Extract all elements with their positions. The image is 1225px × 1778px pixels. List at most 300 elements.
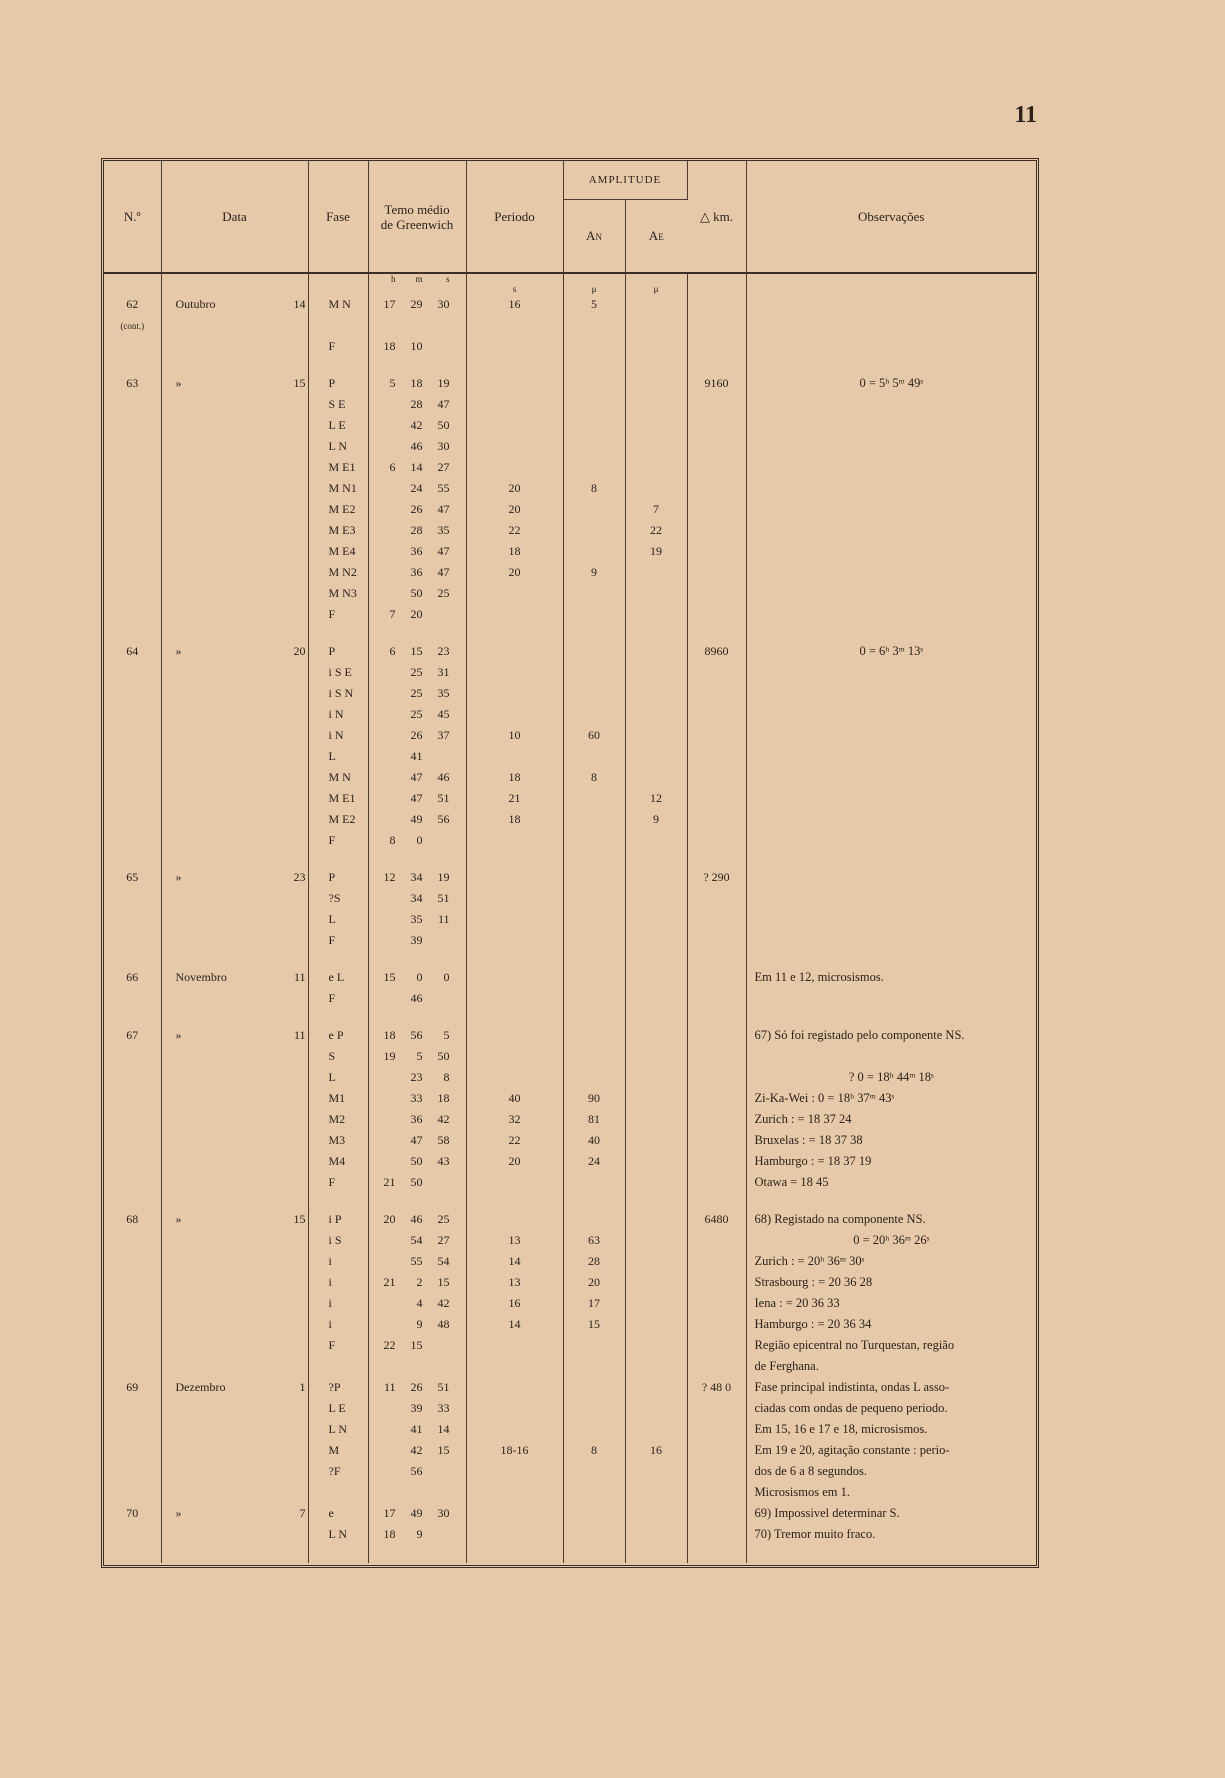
phase	[308, 1109, 368, 1130]
observation	[746, 1482, 1036, 1503]
amplitude-e	[625, 562, 687, 583]
observation	[746, 746, 1036, 767]
distance-km	[687, 457, 746, 478]
amplitude-n-value: 28	[588, 1254, 600, 1268]
period	[466, 683, 563, 704]
amplitude-e	[625, 499, 687, 520]
amplitude-n-value: 8	[591, 1443, 597, 1457]
observation	[746, 867, 1036, 888]
time-minutes: 56	[410, 1028, 423, 1042]
distance-km	[687, 1109, 746, 1130]
event-number	[104, 1046, 161, 1067]
phase-text: i S	[328, 1233, 342, 1247]
amplitude-e	[625, 988, 687, 1009]
period	[466, 457, 563, 478]
observation	[746, 1172, 1036, 1193]
phase-text: L E	[328, 1401, 346, 1415]
amplitude-e	[625, 457, 687, 478]
distance-km	[687, 1503, 746, 1524]
event-date	[161, 1109, 308, 1130]
phase-text: M1	[328, 1091, 346, 1105]
distance-km	[687, 499, 746, 520]
event-date	[161, 1151, 308, 1172]
phase-text: L N	[328, 1527, 348, 1541]
greenwich-time	[368, 809, 466, 830]
phase-text: L	[328, 749, 336, 763]
amplitude-n	[563, 1209, 625, 1230]
phase	[308, 1524, 368, 1545]
table-row	[104, 725, 1036, 746]
amplitude-n	[563, 1151, 625, 1172]
table-row	[104, 1293, 1036, 1314]
observation	[746, 583, 1036, 604]
period-value: 32	[508, 1112, 521, 1126]
observation-text: Iena : = 20 36 33	[754, 1296, 840, 1310]
phase-text: M N	[328, 770, 351, 784]
observation	[746, 1524, 1036, 1545]
phase-text: M E4	[328, 544, 356, 558]
period-value: 10	[508, 728, 521, 742]
distance-km	[687, 1230, 746, 1251]
distance-km	[687, 704, 746, 725]
event-date	[161, 1461, 308, 1482]
amplitude-n	[563, 1335, 625, 1356]
greenwich-time	[368, 541, 466, 562]
greenwich-time	[368, 683, 466, 704]
observation	[746, 1440, 1036, 1461]
greenwich-time	[368, 867, 466, 888]
header-amplitude-e: AE	[625, 200, 687, 274]
event-date	[161, 415, 308, 436]
event-day: 15	[293, 1212, 306, 1226]
event-number	[104, 1067, 161, 1088]
row-filler	[104, 1545, 1036, 1563]
observation-text: dos de 6 a 8 segundos.	[754, 1464, 867, 1478]
time-minutes: 39	[410, 933, 423, 947]
distance-km	[687, 562, 746, 583]
observation-text: Zurich : = 20ʰ 36ᵐ 30ˢ	[754, 1254, 865, 1268]
event-number	[104, 1377, 161, 1398]
period-value: 21	[508, 791, 521, 805]
greenwich-time	[368, 888, 466, 909]
amplitude-n	[563, 1046, 625, 1067]
event-number	[104, 1398, 161, 1419]
amplitude-n-value: 63	[588, 1233, 600, 1247]
event-number	[104, 830, 161, 851]
phase	[308, 1251, 368, 1272]
time-minutes: 33	[410, 1091, 423, 1105]
event-date	[161, 1314, 308, 1335]
time-seconds: 47	[437, 397, 450, 411]
phase	[308, 1025, 368, 1046]
event-number	[104, 1272, 161, 1293]
period	[466, 1067, 563, 1088]
period	[466, 967, 563, 988]
distance-km	[687, 967, 746, 988]
period	[466, 336, 563, 357]
phase	[308, 641, 368, 662]
amplitude-e	[625, 1209, 687, 1230]
distance-km	[687, 1461, 746, 1482]
phase	[308, 888, 368, 909]
distance-km	[687, 478, 746, 499]
greenwich-time	[368, 1356, 466, 1377]
phase	[308, 1335, 368, 1356]
observation-text: Strasbourg : = 20 36 28	[754, 1275, 873, 1289]
greenwich-time	[368, 1025, 466, 1046]
amplitude-n-value: 90	[588, 1091, 600, 1105]
table-row	[104, 1172, 1036, 1193]
phase	[308, 1272, 368, 1293]
time-seconds: 19	[437, 870, 450, 884]
observation-text: Zi-Ka-Wei : 0 = 18ʰ 37ᵐ 43ˢ	[754, 1091, 895, 1105]
phase	[308, 373, 368, 394]
distance-km	[687, 788, 746, 809]
observation	[746, 336, 1036, 357]
event-number	[104, 415, 161, 436]
phase-text: M	[328, 1443, 340, 1457]
observation-text: ciadas com ondas de pequeno periodo.	[754, 1401, 948, 1415]
phase	[308, 499, 368, 520]
table-row	[104, 1088, 1036, 1109]
header-periodo: Periodo	[466, 161, 563, 273]
time-seconds: 25	[437, 1212, 450, 1226]
amplitude-e	[625, 1251, 687, 1272]
greenwich-time	[368, 1230, 466, 1251]
event-day: 7	[299, 1506, 306, 1520]
greenwich-time	[368, 1109, 466, 1130]
period-value: 18	[508, 812, 521, 826]
distance-km	[687, 1377, 746, 1398]
time-seconds: 27	[437, 1233, 450, 1247]
distance-km	[687, 809, 746, 830]
event-date	[161, 562, 308, 583]
amplitude-n-value: 40	[588, 1133, 600, 1147]
event-date	[161, 478, 308, 499]
observation-text: 0 = 20ʰ 36ᵐ 26ˢ	[853, 1233, 930, 1247]
time-hours: 8	[389, 833, 396, 847]
amplitude-e	[625, 1398, 687, 1419]
phase	[308, 457, 368, 478]
phase-text: P	[328, 870, 336, 884]
event-date	[161, 1067, 308, 1088]
period	[466, 1440, 563, 1461]
row-spacer	[104, 1193, 1036, 1209]
greenwich-time	[368, 1461, 466, 1482]
phase	[308, 683, 368, 704]
phase-text: L N	[328, 439, 348, 453]
event-date	[161, 662, 308, 683]
greenwich-time	[368, 457, 466, 478]
event-number	[104, 967, 161, 988]
event-number	[104, 1109, 161, 1130]
table-row	[104, 1314, 1036, 1335]
greenwich-time	[368, 1440, 466, 1461]
amplitude-n	[563, 1356, 625, 1377]
period	[466, 436, 563, 457]
observation	[746, 788, 1036, 809]
event-number	[104, 1230, 161, 1251]
time-minutes: 35	[410, 912, 423, 926]
time-seconds: 47	[437, 565, 450, 579]
time-minutes: 50	[410, 1175, 423, 1189]
time-seconds: 46	[437, 770, 450, 784]
event-date	[161, 1503, 308, 1524]
event-date	[161, 867, 308, 888]
phase-text: L	[328, 912, 336, 926]
event-month: Novembro	[175, 970, 227, 984]
event-number	[104, 662, 161, 683]
time-seconds: 5	[443, 1028, 450, 1042]
amplitude-n	[563, 394, 625, 415]
distance-value: 8960	[704, 644, 729, 658]
amplitude-e	[625, 683, 687, 704]
event-number	[104, 888, 161, 909]
event-date	[161, 436, 308, 457]
event-number	[104, 1088, 161, 1109]
time-seconds: 56	[437, 812, 450, 826]
amplitude-n	[563, 294, 625, 336]
table-row	[104, 294, 1036, 336]
time-minutes: 26	[410, 728, 423, 742]
time-seconds: 25	[437, 586, 450, 600]
table-row	[104, 683, 1036, 704]
observation	[746, 662, 1036, 683]
greenwich-time	[368, 394, 466, 415]
distance-km	[687, 725, 746, 746]
time-minutes: 42	[410, 1443, 423, 1457]
event-number	[104, 520, 161, 541]
event-day: 11	[293, 1028, 306, 1042]
greenwich-time	[368, 1335, 466, 1356]
observation	[746, 499, 1036, 520]
observation	[746, 294, 1036, 336]
time-hours: 18	[383, 1527, 396, 1541]
time-hours: 17	[383, 297, 396, 311]
observation	[746, 930, 1036, 951]
table-row	[104, 1377, 1036, 1398]
event-date	[161, 1524, 308, 1545]
period	[466, 1398, 563, 1419]
amplitude-n-value: 24	[588, 1154, 600, 1168]
amplitude-n	[563, 336, 625, 357]
distance-km	[687, 1419, 746, 1440]
phase	[308, 478, 368, 499]
amplitude-n	[563, 1130, 625, 1151]
event-number	[104, 746, 161, 767]
event-date	[161, 746, 308, 767]
event-date	[161, 541, 308, 562]
period	[466, 1314, 563, 1335]
header-observacoes: Observações	[746, 161, 1036, 273]
event-number	[104, 683, 161, 704]
time-minutes: 56	[410, 1464, 423, 1478]
phase-text: i	[328, 1254, 332, 1268]
observation	[746, 725, 1036, 746]
event-date	[161, 909, 308, 930]
observation	[746, 1025, 1036, 1046]
phase	[308, 604, 368, 625]
greenwich-time	[368, 336, 466, 357]
time-minutes: 26	[410, 1380, 423, 1394]
distance-km	[687, 1440, 746, 1461]
time-minutes: 50	[410, 586, 423, 600]
phase-text: M N3	[328, 586, 357, 600]
amplitude-n-value: 81	[588, 1112, 600, 1126]
event-date	[161, 1335, 308, 1356]
event-number	[104, 1314, 161, 1335]
amplitude-n	[563, 562, 625, 583]
observation-text: Microsismos em 1.	[754, 1485, 850, 1499]
period	[466, 1293, 563, 1314]
period	[466, 1025, 563, 1046]
event-date	[161, 1482, 308, 1503]
time-hours: 6	[389, 460, 396, 474]
row-spacer	[104, 851, 1036, 867]
observation-text: Hamburgo : = 20 36 34	[754, 1317, 872, 1331]
observation	[746, 1377, 1036, 1398]
distance-km	[687, 1293, 746, 1314]
greenwich-time	[368, 930, 466, 951]
distance-km	[687, 1209, 746, 1230]
amplitude-e	[625, 520, 687, 541]
table-row	[104, 1461, 1036, 1482]
table-row	[104, 562, 1036, 583]
row-spacer	[104, 357, 1036, 373]
observation	[746, 909, 1036, 930]
page-number: 11	[1014, 102, 1037, 128]
phase-text: i	[328, 1296, 332, 1310]
table-header	[104, 161, 1036, 273]
amplitude-e	[625, 788, 687, 809]
phase-text: M E3	[328, 523, 356, 537]
phase-text: S	[328, 1049, 336, 1063]
period	[466, 725, 563, 746]
table-row	[104, 1335, 1036, 1356]
greenwich-time	[368, 662, 466, 683]
continued-label: (cont.)	[120, 321, 145, 331]
time-seconds: 30	[437, 297, 450, 311]
phase-text: M E1	[328, 460, 356, 474]
time-seconds: 8	[443, 1070, 450, 1084]
amplitude-e	[625, 767, 687, 788]
amplitude-n	[563, 583, 625, 604]
time-minutes: 36	[410, 544, 423, 558]
time-seconds: 47	[437, 544, 450, 558]
amplitude-n	[563, 604, 625, 625]
observation-text: 0 = 6ʰ 3ᵐ 13ˢ	[859, 644, 924, 658]
time-minutes: 0	[416, 833, 423, 847]
greenwich-time	[368, 725, 466, 746]
amplitude-e	[625, 1440, 687, 1461]
time-seconds: 42	[437, 1296, 450, 1310]
distance-km	[687, 1356, 746, 1377]
phase-text: M N1	[328, 481, 357, 495]
amplitude-e	[625, 336, 687, 357]
event-number-text: 62	[126, 297, 139, 311]
time-hours: 21	[383, 1175, 396, 1189]
greenwich-time	[368, 294, 466, 336]
time-seconds: 14	[437, 1422, 450, 1436]
period-value: 20	[508, 1154, 521, 1168]
event-month: »	[175, 870, 182, 884]
phase-text: ?F	[328, 1464, 341, 1478]
phase-text: ?S	[328, 891, 341, 905]
distance-km	[687, 988, 746, 1009]
table-row	[104, 394, 1036, 415]
table-row	[104, 909, 1036, 930]
observation-text: Zurich : = 18 37 24	[754, 1112, 852, 1126]
time-seconds: 18	[437, 1091, 450, 1105]
observation	[746, 1251, 1036, 1272]
amplitude-e	[625, 1524, 687, 1545]
event-number-text: 68	[126, 1212, 139, 1226]
period-value: 20	[508, 565, 521, 579]
event-date	[161, 1088, 308, 1109]
distance-km	[687, 1251, 746, 1272]
phase	[308, 1503, 368, 1524]
observation	[746, 1335, 1036, 1356]
event-date	[161, 988, 308, 1009]
phase-text: M N	[328, 297, 351, 311]
event-date	[161, 1419, 308, 1440]
amplitude-e	[625, 373, 687, 394]
period	[466, 1377, 563, 1398]
amplitude-n	[563, 1461, 625, 1482]
greenwich-time	[368, 1482, 466, 1503]
amplitude-n	[563, 867, 625, 888]
distance-km	[687, 436, 746, 457]
observation	[746, 1314, 1036, 1335]
event-date	[161, 373, 308, 394]
phase	[308, 930, 368, 951]
amplitude-n	[563, 809, 625, 830]
phase-text: L E	[328, 418, 346, 432]
amplitude-n	[563, 1293, 625, 1314]
period-value: 20	[508, 502, 521, 516]
period	[466, 809, 563, 830]
greenwich-time	[368, 1046, 466, 1067]
event-number	[104, 1151, 161, 1172]
period	[466, 830, 563, 851]
period	[466, 1356, 563, 1377]
time-seconds: 0	[443, 970, 450, 984]
event-day: 1	[299, 1380, 306, 1394]
phase	[308, 1230, 368, 1251]
table-row	[104, 662, 1036, 683]
event-day: 15	[293, 376, 306, 390]
phase	[308, 436, 368, 457]
distance-km	[687, 1025, 746, 1046]
greenwich-time	[368, 1151, 466, 1172]
observation	[746, 1230, 1036, 1251]
unit-row	[104, 273, 1036, 294]
amplitude-e-value: 16	[650, 1443, 662, 1457]
distance-km	[687, 888, 746, 909]
event-number	[104, 541, 161, 562]
amplitude-e	[625, 641, 687, 662]
amplitude-n	[563, 909, 625, 930]
amplitude-e	[625, 415, 687, 436]
table-row	[104, 1209, 1036, 1230]
time-minutes: 26	[410, 502, 423, 516]
amplitude-e	[625, 867, 687, 888]
table-row	[104, 1440, 1036, 1461]
phase-text: F	[328, 833, 336, 847]
phase	[308, 830, 368, 851]
time-seconds: 51	[437, 791, 450, 805]
period-value: 14	[508, 1254, 521, 1268]
